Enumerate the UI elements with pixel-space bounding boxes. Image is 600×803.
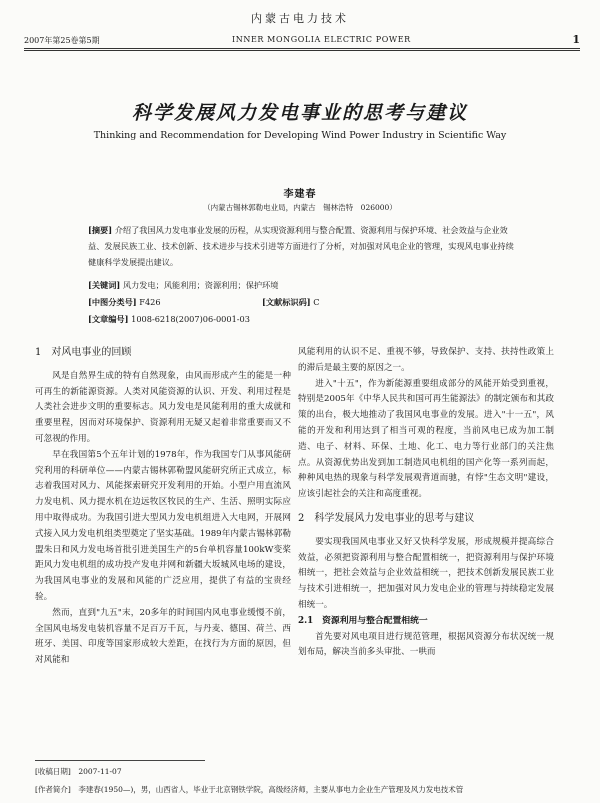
page-number: 1 xyxy=(572,33,580,46)
keywords xyxy=(88,280,520,291)
paragraph: 早在我国第5个五年计划的1978年，作为我国专门从事风能研究利用的科研单位——内蒙古锡林郭勒盟风能研究所正式成立，标志着我国对风力、风能探索研究开发利用的开始。小型户用直流风力发电机、风力提水机在边远牧区牧民的生产、生活、照明实际应用中取得成功。为我国引进大型风力发电机组进入大电网，开展网式接入风力发电机组类型奠定了坚实基础。1989年内蒙古锡林郭勒盟朱日和风力发电场首批引进美国生产的5台单机容量100kW变桨距风力发电机组的成功投产发电并网和新疆大坂城风电场的建设，为我国风电事业的发展和风能的广泛应用，提供了有益的宝贵经验。 xyxy=(35,449,291,602)
abstract-label: [摘要] xyxy=(88,225,113,235)
article-title: 科学发展风力发电事业的思考与建议 xyxy=(131,102,468,124)
doc-code-label: [文献标识码] xyxy=(262,297,311,307)
journal-title-english: INNER MONGOLIA ELECTRIC POWER xyxy=(232,35,411,44)
paragraph: 风是自然界生成的特有自然现象，由风而形成产生的能是一种可再生的新能源资源。人类对风能资源的认识、开发、利用过程是人类社会进步文明的重要标志。风力发电是风能利用的重大成就和重要里程，因而对环境保护、资源利用无疑又起着非常重要而又不可忽视的作用。 xyxy=(35,370,291,444)
paragraph: 进入"十五"，作为新能源重要组成部分的风能开始受到重视，特别是2005年《中华人民共和国可再生能源法》的制定颁布和其政策的出台，极大地推动了我国风电事业的发展。进入"十一五"，风能的开发和利用达到了相当可观的程度，当前风电已成为加工制造、电子、材料、环保、土地、化工、电力等行业部门的关注焦点。从资源优势出发到加工制造风电机组的国产化等一系列而起，种种风电热的现象与科学发展观背道而驰，有悖"生态文明"建设，应该引起社会的关注和高度重视。 xyxy=(298,378,554,500)
paragraph: 首先要对风电项目进行规范管理，根据风资源分布状况统一规划布局，解决当前多头审批、一哄而 xyxy=(298,631,554,658)
doc-code-value: C xyxy=(313,297,320,307)
subsection-2-1-heading: 2.1 资源利用与整合配置相统一 xyxy=(298,615,428,626)
abstract-text: 介绍了我国风力发电事业发展的历程，从实现资源利用与整合配置、资源利用与保护环境、社会效益与企业效益、发展民族工业、技术创新、技术进步与技术引进等方面进行了分析，对加强对风电企业的管理，实现风电事业持续健康科学发展提出建议。 xyxy=(88,225,514,267)
author-affiliation: （内蒙古锡林郭勒电业局，内蒙古 锡林浩特 026000） xyxy=(203,203,397,212)
article-number-value: 1008-6218(2007)06-0001-03 xyxy=(131,314,250,324)
keywords-text: 风力发电；风能利用；资源利用；保护环境 xyxy=(122,280,279,290)
spacer xyxy=(298,503,554,511)
left-column xyxy=(35,345,291,669)
running-header xyxy=(24,33,580,47)
article-number-label: [文章编号] xyxy=(88,314,129,324)
document-code xyxy=(262,297,320,308)
article-title-english: Thinking and Recommendation for Developing Wind Power Industry in Scientific Way xyxy=(93,130,507,141)
section-2-heading: 2 科学发展风力发电事业的思考与建议 xyxy=(298,512,475,524)
received-date: [收稿日期] 2007-11-07 xyxy=(35,767,122,776)
author-name: 李建春 xyxy=(283,189,317,200)
author-bio: [作者简介] 李建春(1950—)，男，山西省人，毕业于北京钢铁学院，高级经济师，主要从事电力企业生产管理及风力发电技术管 xyxy=(35,785,464,794)
right-column xyxy=(298,345,554,661)
paragraph-continued: 风能利用的认识不足、重视不够，导致保护、支持、扶持性政策上的滞后是最主要的原因之一。 xyxy=(298,347,554,373)
abstract xyxy=(88,222,520,270)
paragraph: 要实现我国风电事业又好又快科学发展，形成规模并提高综合效益，必须把资源利用与整合配置相统一，把资源利用与保护环境相统一，把社会效益与企业效益相统一，把技术创新发展民族工业与技术引进相统一，把加强对风力发电企业的管理与持续稳定发展相统一。 xyxy=(298,536,554,610)
clc-value: F426 xyxy=(139,297,161,307)
clc-label: [中图分类号] xyxy=(88,297,137,307)
paragraph: 然而，直到"九五"末，20多年的时间国内风电事业缓慢不前，全国风电场发电装机容量不足百万千瓦，与丹麦、德国、荷兰、西班牙、美国、印度等国家形成较大差距，在找行为方面的原因，但对风能和 xyxy=(35,607,291,666)
header-divider xyxy=(24,48,580,51)
keywords-label: [关键词] xyxy=(88,280,121,290)
article-number xyxy=(88,314,250,325)
clc-number xyxy=(88,297,161,308)
section-1-heading: 1 对风电事业的回顾 xyxy=(35,347,132,358)
footnote-divider xyxy=(35,760,205,761)
journal-title: 内蒙古电力技术 xyxy=(251,12,349,25)
issue-info: 2007年第25卷第5期 xyxy=(24,36,100,45)
